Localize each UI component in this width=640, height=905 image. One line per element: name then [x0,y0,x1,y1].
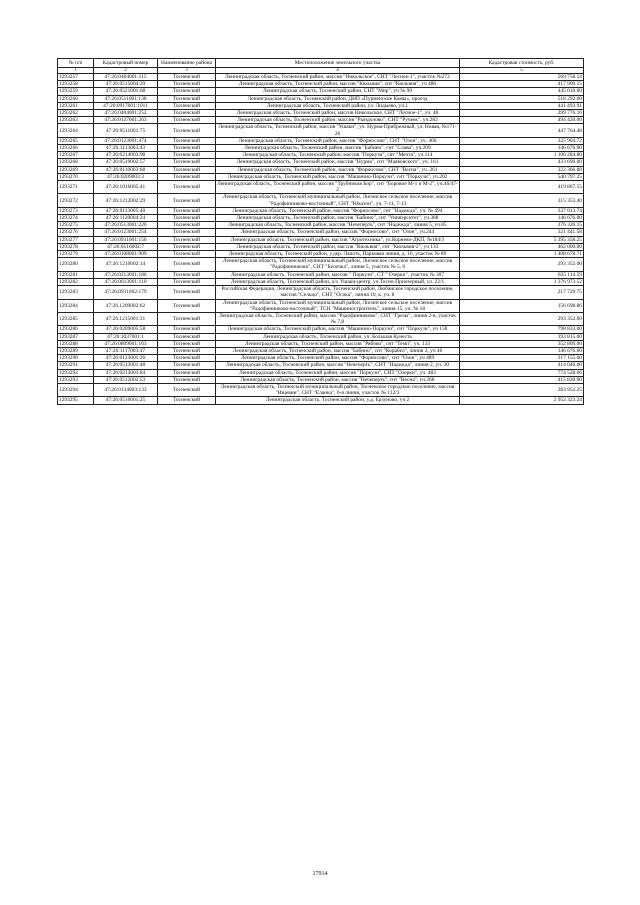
row-number: 1293287 [58,333,94,340]
row-number: 1293263 [58,117,94,124]
cadastral-number: 47:26:0213003:84 [94,369,158,376]
cadastral-number: 47:26:0515004:29 [94,81,158,88]
table-row [58,81,584,88]
table-row [58,137,584,144]
cadastral-number: 47:26:0613001:110 [94,278,158,285]
cadastral-number: 47:26:1117003:47 [94,347,158,354]
district-name: Тосненский [158,74,216,81]
row-number: 1293293 [58,376,94,383]
cadastral-number: 47:26:0513001:48 [94,362,158,369]
district-name: Тосненский [158,152,216,159]
district-name: Тосненский [158,326,216,333]
table-row [58,145,584,152]
cadastral-cost: 835 114.59 [460,271,584,278]
cadastral-number: 47:26:1120004:34 [94,215,158,222]
district-name: Тосненский [158,369,216,376]
district-name: Тосненский [158,173,216,180]
cadastral-cost: 462 000.00 [460,243,584,250]
cadastral-number: 47:26:0512002:53 [94,376,158,383]
land-location: Ленинградская область, Тосненский муниципальный район, Лисинское сельское поселение, массив "Радофинниково-восточный", СНТ "Юкатон", уч. 7-11, 7-13 [216,194,460,207]
cadastral-cost: 321 441.58 [460,229,584,236]
row-number: 1293273 [58,207,94,214]
cadastral-number: 47:26:0123001:474 [94,137,158,144]
cadastral-number: 47:26:0404001:252 [94,110,158,117]
row-number: 1293262 [58,110,94,117]
row-number: 1293284 [58,299,94,312]
district-name: Тосненский [158,95,216,102]
cadastral-cost: 414 040.00 [460,362,584,369]
district-name: Тосненский [158,137,216,144]
row-number: 1293278 [58,243,94,250]
land-location: Ленинградская область, Тосненский район, массив "Бабино", снт "Унивэрситет", уч.388 [216,215,460,222]
district-name: Тосненский [158,81,216,88]
district-name: Тосненский [158,159,216,166]
table-row [58,333,584,340]
header-location: Местоположение земельного участка [216,59,460,68]
cadastral-cost: 337 013.74 [460,207,584,214]
cadastral-cost: 325 904.72 [460,137,584,144]
cadastral-cost: 293 352.00 [460,258,584,271]
header-num: № п/п [58,59,94,68]
cadastral-cost: 146 676.00 [460,215,584,222]
table-row [58,286,584,299]
district-name: Тосненский [158,299,216,312]
land-location: Ленинградская область, Тосненский район, у.дер. Лапоть, Парковая линия, д. 16, участок № 89 [216,251,460,258]
land-location: Ленинградская область, Тосненский район, массив "Кюльвия", снт "Кюльвия", уч 486 [216,81,460,88]
district-name: Тосненский [158,355,216,362]
row-number: 1293268 [58,159,94,166]
cadastral-cost: 1 106 284.80 [460,152,584,159]
cadastral-number: 47:26:0511001:75 [94,124,158,137]
cadastral-cost: 217 729.75 [460,286,584,299]
table-row [58,340,584,347]
cadastral-cost: 798 833.00 [460,326,584,333]
cadastral-number: 47:26.1209002:62 [94,299,158,312]
row-number: 1293269 [58,166,94,173]
land-location: Ленинградская область, Тосненский район, массив "Форносово", снт "Озон", уч 489 [216,355,460,362]
cadastral-number: 47:26:0123001:254 [94,229,158,236]
land-location: Ленинградская область, Тосненский район, массив "Нечеперть", СНТ "Надежда", линия 2, уч. 30 [216,362,460,369]
land-location: Ленинградская область, Тосненский район, массив "Радофинниково", СНТ "Грезы", линия 2-я, участок № 7,8 [216,312,460,325]
cadastral-cost: 419 867.55 [460,181,584,194]
land-location: Ленинградская область, Тосненский район, ДНП «Пурменские Камы», проезд [216,95,460,102]
cadastral-number: 47:26:0209005:58 [94,326,158,333]
cadastral-number: 47:26:0516002:7 [94,243,158,250]
cadastral-number: 47:26:0214003:98 [94,152,158,159]
table-row [58,258,584,271]
cadastral-number: 47:26:0213001:186 [94,271,158,278]
table-row [58,369,584,376]
district-name: Тосненский [158,181,216,194]
cadastral-number: 47:26:0108001:909 [94,251,158,258]
district-name: Тосненский [158,347,216,354]
cadastral-cost: 317 155.60 [460,355,584,362]
cadastral-cost: 441 493.91 [460,102,584,109]
row-number: 1293279 [58,251,94,258]
land-location: Ленинградская область, Тосненский район, уч. Большая Кунесть [216,333,460,340]
cadastral-cost: 1 408 678.71 [460,251,584,258]
land-location: Ленинградская область, Тосненский район, массив "Бабино", снт "Корабел", линия 2, уч 46 [216,347,460,354]
district-name: Тосненский [158,340,216,347]
cadastral-number: 47:26:1037001:1 [94,333,158,340]
row-number: 1293260 [58,95,94,102]
table-row [58,215,584,222]
table-row [58,207,584,214]
land-location: Ленинградская область, Тосненский район, массив "Нурма", снт "Маяковского", уч. 161 [216,159,460,166]
district-name: Тосненский [158,215,216,222]
cadastral-cost: 283 952.25 [460,383,584,396]
district-name: Тосненский [158,110,216,117]
row-number: 1293264 [58,124,94,137]
row-number: 1293295 [58,397,94,404]
land-location: Ленинградская область, Тосненский район, массив "Форносово", СНТ "Весна", уч. 261 [216,166,460,173]
table-row [58,299,584,312]
cadastral-cost: 494 420.00 [460,117,584,124]
cadastral-number: 47:26:0917001:1011 [94,102,158,109]
table-header-row [58,59,584,68]
land-location: Российская Федерация, Ленинградская область, Тосненский район, Любанское городское поселение, массив "Сельцо", СНТ "Осока", линия 10, к. уч. 8 [216,286,460,299]
cadastral-cost: 1 376 973.52 [460,278,584,285]
cadastral-cost: 315 353.40 [460,194,584,207]
land-location: Ленинградская область, Тосненский район, массив "Агротехника", ул.Корнево-ДКП, №184/3 [216,236,460,243]
page-number: 17914 [312,871,328,877]
table-row [58,229,584,236]
table-row [58,166,584,173]
table-row [58,312,584,325]
cadastral-number: 47:26:0134003:133 [94,383,158,396]
col-number: 1 [58,68,94,74]
land-location: Ленинградская область, Тосненский район, массив "Форносово", СНТ "Озон", уч. 466 [216,137,460,144]
land-location: Ленинградская область, Тосненский район, массив "Трубников Бор", снт "Боровое М-1 и М-2", уч.46/47-2 [217,181,458,194]
district-name: Тосненский [158,376,216,383]
land-location: Ленинградская область, Тосненский район, о/х Ушаки-центр, уч.Тосно-Приозерный, ул. 22/1 [216,278,460,285]
table-row [58,74,584,81]
cadastral-cost: 293 352.00 [460,312,584,325]
row-number: 1293257 [58,74,94,81]
row-number: 1293259 [58,88,94,95]
district-name: Тосненский [158,222,216,229]
row-number: 1293288 [58,340,94,347]
land-location: Ленинградская область, Тосненский район, массив "Форносово", снт "Надежда", уч. № 494 [216,207,460,214]
table-row [58,236,584,243]
district-name: Тосненский [158,278,216,285]
row-number: 1293266 [58,145,94,152]
table-row [58,194,584,207]
district-name: Тосненский [158,194,216,207]
row-number: 1293267 [58,152,94,159]
cadastral-cost: 376 326.15 [460,222,584,229]
row-number: 1293282 [58,278,94,285]
cadastral-number: 47:26:0513001:220 [94,222,158,229]
cadastral-cost: 2 952 323.24 [460,397,584,404]
row-number: 1293280 [58,258,94,271]
table-row [58,355,584,362]
cadastral-cost: 774 528.06 [460,369,584,376]
district-name: Тосненский [158,229,216,236]
row-number: 1293289 [58,347,94,354]
row-number: 1293275 [58,222,94,229]
row-number: 1293290 [58,355,94,362]
district-name: Тосненский [158,243,216,250]
table-row [58,326,584,333]
district-name: Тосненский [158,286,216,299]
cadastral-cost: 433 690.00 [460,159,584,166]
col-number: 2 [94,68,158,74]
district-name: Тосненский [158,271,216,278]
table-row [58,397,584,404]
land-location: Ленинградская область, Тосненский район, массив " Поркузи", СТ " Озерки", участок № 307 [216,271,460,278]
cadastral-cost: 569 758.14 [460,74,584,81]
district-name: Тосненский [158,88,216,95]
cadastral-number: 47:26:0510001:25 [94,397,158,404]
row-number: 1293294 [58,383,94,396]
table-row [58,347,584,354]
table-row [58,152,584,159]
row-number: 1293270 [58,173,94,180]
header-district: Наименование района [158,59,216,68]
col-number: 3 [158,68,216,74]
table-row [58,271,584,278]
row-number: 1293292 [58,369,94,376]
cadastral-number: 47:26:0113005:40 [94,207,158,214]
table-row [58,376,584,383]
header-cost: Кадастровая стоимость, руб. [460,59,584,68]
district-name: Тосненский [158,145,216,152]
cadastral-number: 47:26.1215001:31 [94,312,158,325]
cadastral-number: 47:26:0931002:179 [94,286,158,299]
row-number: 1293286 [58,326,94,333]
cadastral-number: 47:26:1210002:14 [94,258,158,271]
cadastral-number: 47:26:1212002:29 [94,194,158,207]
cadastral-number: 47:26:1113003:43 [94,145,158,152]
cadastral-cost: 417 909.15 [460,81,584,88]
district-name: Тосненский [158,102,216,109]
cadastral-number: 47:26:0519002:57 [94,159,158,166]
table-row [58,88,584,95]
land-location: Ленинградская область, Тосненский район, массив "Бабино", снт "Слава", уч.209 [216,145,460,152]
table-row [58,159,584,166]
land-location: Ленинградская область, Тосненский район, массив "Никольское", СНТ "Лесное-1", участок №272 [216,74,460,81]
cadastral-number: 47:26:0127001:263 [94,117,158,124]
cadastral-number: 47:26:0123001:26 [94,355,158,362]
table-row [58,110,584,117]
cadastral-cost: 322 366.88 [460,166,584,173]
row-number: 1293281 [58,271,94,278]
land-location: Ленинградская область, Тосненский район, массив "Машинно-Поркузи", снт "Поркузи", уч.202 [216,173,460,180]
row-number: 1293291 [58,362,94,369]
land-location: Ленинградская область, Тосненский район, массив "Поркузи", снт "Мечта", уч.114 [216,152,460,159]
land-location: Ленинградская область, Тосненский муниципальный район, Лисинское сельское поселение, массив "Радофинниково-восточный", ТСН "Машиностроитель", линия 15, уч. № 18 [216,299,460,312]
table-row [58,251,584,258]
cadastral-cost: 352 809.00 [460,340,584,347]
cadastral-cost: 540 797.25 [460,173,584,180]
table-row [58,243,584,250]
cadastral-cost: 299 776.16 [460,110,584,117]
row-number: 1293261 [58,102,94,109]
cadastral-cost: 415 830.00 [460,376,584,383]
land-location: Ленинградская область, Тосненский район, массив "Поркузи", СНТ "Озерки", уч. 483 [216,369,460,376]
cadastral-cost: 518 292.00 [460,95,584,102]
district-name: Тосненский [158,124,216,137]
cadastral-cost: 447 764.48 [460,124,584,137]
table-row [58,278,584,285]
cadastral-cost: 445 010.00 [460,88,584,95]
cadastral-number: 47:26:0521001:68 [94,88,158,95]
table-row [58,117,584,124]
land-location: Ленинградская область, Тосненский район, массив "Кюльвия", снт "Кюльвия-2", уч 133 [216,243,460,250]
table-row [58,383,584,396]
district-name: Тосненский [158,236,216,243]
district-name: Тосненский [158,383,216,396]
row-number: 1293285 [58,312,94,325]
cadastral-number: 47:26:0110003:68 [94,166,158,173]
cadastral-number: 47:26:0931001:150 [94,236,158,243]
table-row [58,362,584,369]
district-name: Тосненский [158,166,216,173]
row-number: 1293277 [58,236,94,243]
row-number: 1293271 [58,181,94,194]
land-location: Ленинградская область, Тосненский район, ул. Лидыево, уч.1 [216,102,460,109]
land-location: Ленинградская область, Тосненский район, у.д. Ерзуново, уч 2 [216,397,460,404]
cadastral-cost: 146 676.00 [460,145,584,152]
table-row [58,124,584,137]
district-name: Тосненский [158,207,216,214]
land-cadastre-table [57,58,584,405]
cadastral-number: 47:26:1016005:41 [94,181,158,194]
district-name: Тосненский [158,397,216,404]
cadastral-cost: 193 815.00 [460,333,584,340]
row-number: 1293274 [58,215,94,222]
land-location: Ленинградская область, Тосненский район, массив "Рябово", снт "Темп", уч. 133 [216,340,460,347]
district-name: Тосненский [158,251,216,258]
cadastral-cost: 156 698.86 [460,299,584,312]
district-name: Тосненский [158,258,216,271]
cadastral-number: 47:26:0404001:115 [94,74,158,81]
land-location: Ленинградская область, Тосненский район, массив "Нечеперть", снт "Весна", уч.268 [216,376,460,383]
land-location: Ленинградская область, Тосненский муниципальный район, Тосненское городское поселение, массив "Ищевин", СНТ "Еланка", 6-я линия, участок № 112/3 [216,383,460,396]
table-row [58,181,584,194]
table-row [58,173,584,180]
header-cadastral: Кадастровый номер [94,59,158,68]
table-row [58,222,584,229]
row-number: 1293272 [58,194,94,207]
land-location: Ленинградская область, Тосненский район, массив "Рындолово", СНТ "Ручеек", уч.282 [216,117,460,124]
cadastral-number: 47:26:0511001:138 [94,95,158,102]
row-number: 1293276 [58,229,94,236]
land-location: Ленинградская область, Тосненский район, СНТ "Мир", уч № 90 [216,88,460,95]
land-location: Ленинградская область, Тосненский район, массив "Машинно-Поркузи", снт "Поркузи", уч 158 [216,326,460,333]
col-number: 5 [460,68,584,74]
land-location: Ленинградская область, Тосненский район, массив Никольское, СНТ "Лесное-1", уч. 48 [216,110,460,117]
cadastral-cost: 146 676.00 [460,347,584,354]
table-body [58,74,584,405]
row-number: 1293258 [58,81,94,88]
land-location: Ленинградская область, Тосненский муниципальный район, Лисинское сельское поселение, массив "Радофинниково", СНТ "Белочка", линия 5, участок № 5, 6 [216,258,460,271]
row-number: 1293283 [58,286,94,299]
land-location: Ленинградская область, Тосненский район, массив "Ушаки", уч. Нурма-Прибрежный, ул. Новая, №171-26 [216,124,460,137]
row-number: 1293265 [58,137,94,144]
land-location: Ленинградская область, Тосненский район, массив "Нечеперть", снт "Надежда", линия 5, уч.85 [216,222,460,229]
table-row [58,102,584,109]
cadastral-cost: 5 395 358.25 [460,236,584,243]
col-number: 4 [216,68,460,74]
district-name: Тосненский [158,362,216,369]
district-name: Тосненский [158,117,216,124]
cadastral-number: 47:26:0209003:3 [94,173,158,180]
land-location: Ленинградская область, Тосненский район, массив "Форносово", снт "Озон", уч.244 [216,229,460,236]
district-name: Тосненский [158,312,216,325]
district-name: Тосненский [158,333,216,340]
cadastral-number: 47:26:0809001:163 [94,340,158,347]
table-row [58,95,584,102]
